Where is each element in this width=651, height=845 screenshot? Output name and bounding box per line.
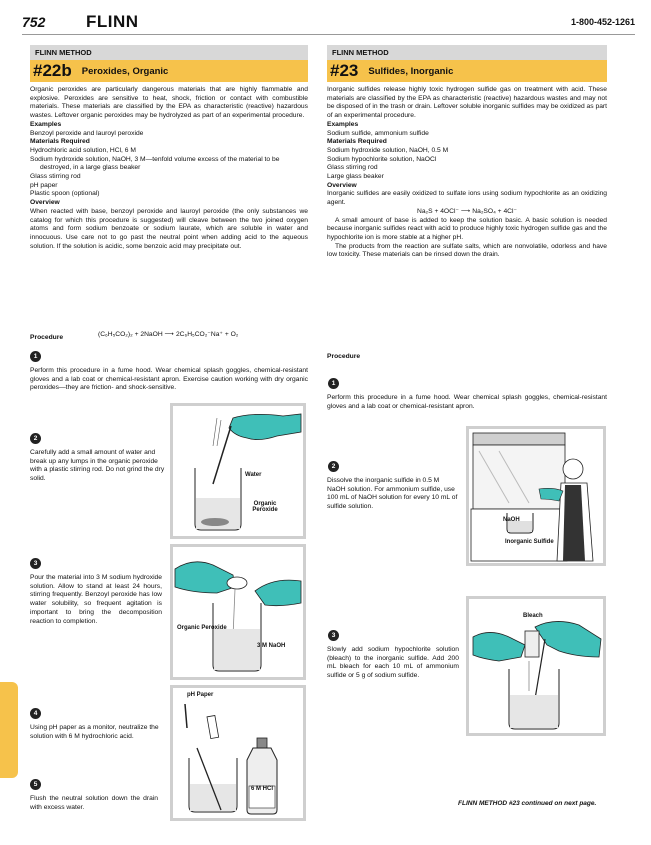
method-22b	[30, 45, 308, 251]
overview-text: When reacted with base, benzoyl peroxide and lauroyl peroxide (the only substances we catalog for which this procedure is suggested) will cleave between the two joined oxygen atoms and form sodium benzoate or sodium laurate, which are soluble in water and innocuous. Use care not to go past the neutral point when adding acid to the aqueous solution. If the solution is acidic, some benzoic acid may precipitate out.	[30, 207, 308, 250]
reaction-equation: (C₆H₅CO₂)₂ + 2NaOH ⟶ 2C₆H₅CO₂⁻Na⁺ + O₂	[98, 331, 239, 338]
beaker-illustration	[173, 406, 303, 536]
step-badge: 4	[30, 708, 41, 719]
examples-text: Sodium sulfide, ammonium sulfide	[327, 129, 429, 137]
fig-label-naoh: NaOH	[503, 517, 520, 523]
examples-heading: Examples	[327, 120, 359, 128]
method-number: #23	[330, 61, 359, 80]
overview-text: Inorganic sulfides are easily oxidized to sulfate ions using sodium hypochlorite as an oxidizing agent.	[327, 190, 607, 207]
step-badge: 1	[328, 378, 339, 389]
materials-heading: Materials Required	[30, 138, 90, 146]
fig-label-naoh: 3 M NaOH	[257, 643, 286, 649]
step-badge: 2	[30, 433, 41, 444]
method-number: #22b	[33, 61, 72, 80]
material-item: Glass stirring rod	[327, 164, 378, 172]
brand-logo: FLINN	[86, 12, 139, 31]
figure-add-bleach	[466, 596, 606, 736]
overview-text-3: The products from the reaction are sulfate salts, which are nonvolatile, odorless and have low toxicity. These materials can be rinsed down the drain.	[327, 242, 607, 259]
method-label: FLINN METHOD	[327, 45, 607, 60]
overview-text-2: A small amount of base is added to keep the solution basic. A basic solution is needed because inorganic sulfides react with acid to produce highly toxic hydrogen sulfide gas and the hypochlorite ion is more stable at a higher pH.	[327, 216, 607, 241]
step-text: Perform this procedure in a fume hood. Wear chemical splash goggles, chemical-resistant gloves and a lab coat or chemical-resistant apron. Exercise caution working with dry organic peroxides—they are friction- and shock-sensitive.	[30, 367, 308, 392]
step-badge: 1	[30, 351, 41, 362]
overview-heading: Overview	[327, 181, 357, 189]
material-item: Large glass beaker	[327, 173, 384, 181]
overview-heading: Overview	[30, 199, 60, 207]
step-text: Perform this procedure in a fume hood. Wear chemical splash goggles, chemical-resistant gloves and a lab coat or chemical-resistant apron.	[327, 394, 607, 410]
examples-heading: Examples	[30, 120, 62, 128]
page-number: 752	[22, 14, 46, 30]
step-badge: 3	[328, 630, 339, 641]
material-item: Hydrochloric acid solution, HCl, 6 M	[30, 146, 136, 154]
header-rule	[22, 34, 635, 35]
fig-label-organic-peroxide: Organic Peroxide	[177, 625, 227, 631]
pouring-illustration	[173, 547, 303, 677]
material-item: Plastic spoon (optional)	[30, 190, 100, 198]
section-tab	[0, 682, 18, 778]
fig-label-organic-peroxide: Organic Peroxide	[252, 501, 278, 513]
method-23	[327, 45, 607, 260]
step-badge: 3	[30, 558, 41, 569]
reaction-equation: Na₂S + 4OCl⁻ ⟶ Na₂SO₄ + 4Cl⁻	[416, 207, 518, 215]
bleach-illustration	[469, 599, 603, 733]
method-title: Peroxides, Organic	[81, 65, 169, 77]
method-title: Sulfides, Inorganic	[368, 65, 454, 77]
step-badge: 2	[328, 461, 339, 472]
procedure-heading: Procedure	[327, 353, 361, 360]
material-item: pH paper	[30, 181, 58, 189]
material-item: Sodium hydroxide solution, NaOH, 3 M—tenfold volume excess of the material to be destroyed, in a large glass beaker	[30, 155, 280, 172]
figure-pour-naoh	[170, 544, 306, 680]
material-item: Sodium hypochlorite solution, NaOCl	[327, 155, 437, 163]
materials-heading: Materials Required	[327, 138, 387, 146]
material-item: Sodium hydroxide solution, NaOH, 0.5 M	[327, 146, 449, 154]
fig-label-water: Water	[245, 472, 262, 478]
material-item: Glass stirring rod	[30, 173, 81, 181]
intro-text: Inorganic sulfides release highly toxic hydrogen sulfide gas on treatment with acid. These materials are classified by the EPA as characteristic (reactive) hazardous wastes and may not be disposed of in the trash or drain. Leftover soluble inorganic sulfides may be oxidized as part of an experimental procedure.	[327, 86, 607, 120]
fig-label-bleach: Bleach	[523, 613, 543, 619]
step-badge: 5	[30, 779, 41, 790]
procedure-heading: Procedure	[30, 334, 64, 341]
step-text: Using pH paper as a monitor, neutralize the solution with 6 M hydrochloric acid.	[30, 724, 159, 740]
continued-note: FLINN METHOD #23 continued on next page.	[458, 800, 597, 807]
phone-number: 1-800-452-1261	[570, 17, 635, 27]
figure-fume-hood	[466, 426, 606, 566]
figure-neutralize	[170, 685, 306, 821]
fig-label-inorganic-sulfide: Inorganic Sulfide	[505, 539, 554, 545]
method-label: FLINN METHOD	[30, 45, 308, 60]
method-banner	[327, 60, 607, 82]
examples-text: Benzoyl peroxide and lauroyl peroxide	[30, 129, 144, 137]
method-banner	[30, 60, 308, 82]
neutralize-illustration	[173, 688, 303, 818]
step-text: Dissolve the inorganic sulfide in 0.5 M NaOH solution. For ammonium sulfide, use 100 mL of NaOH solution for every 10 mL of sulfide solution.	[327, 477, 458, 511]
fig-label-hcl: 6 M HCl	[250, 786, 273, 792]
step-text: Pour the material into 3 M sodium hydroxide solution. Allow to stand at least 24 hours, stirring frequently. Benzoyl peroxide has low water solubility, so frequent agitation is important to bring the decomposition reaction to completion.	[30, 574, 162, 625]
fig-label-ph-paper: pH Paper	[187, 692, 214, 698]
step-text: Slowly add sodium hypochlorite solution (bleach) to the inorganic sulfide. Add 200 mL bleach for each 10 mL of ammonium sulfide or 5 g of sodium sulfide.	[327, 646, 459, 680]
step-text: Carefully add a small amount of water and break up any lumps in the organic peroxide with a plastic stirring rod. Do not grind the dry solid.	[30, 449, 165, 483]
figure-add-water	[170, 403, 306, 539]
step-text: Flush the neutral solution down the drain with excess water.	[30, 795, 158, 811]
intro-text: Organic peroxides are particularly dangerous materials that are highly flammable and explosive. Peroxides are sensitive to heat, shock, friction or contact with combustible materials. These materials are classified by the EPA as characteristic (reactive) hazardous wastes. Leftover organic peroxides may be hydrolyzed as part of an experimental procedure.	[30, 86, 308, 120]
